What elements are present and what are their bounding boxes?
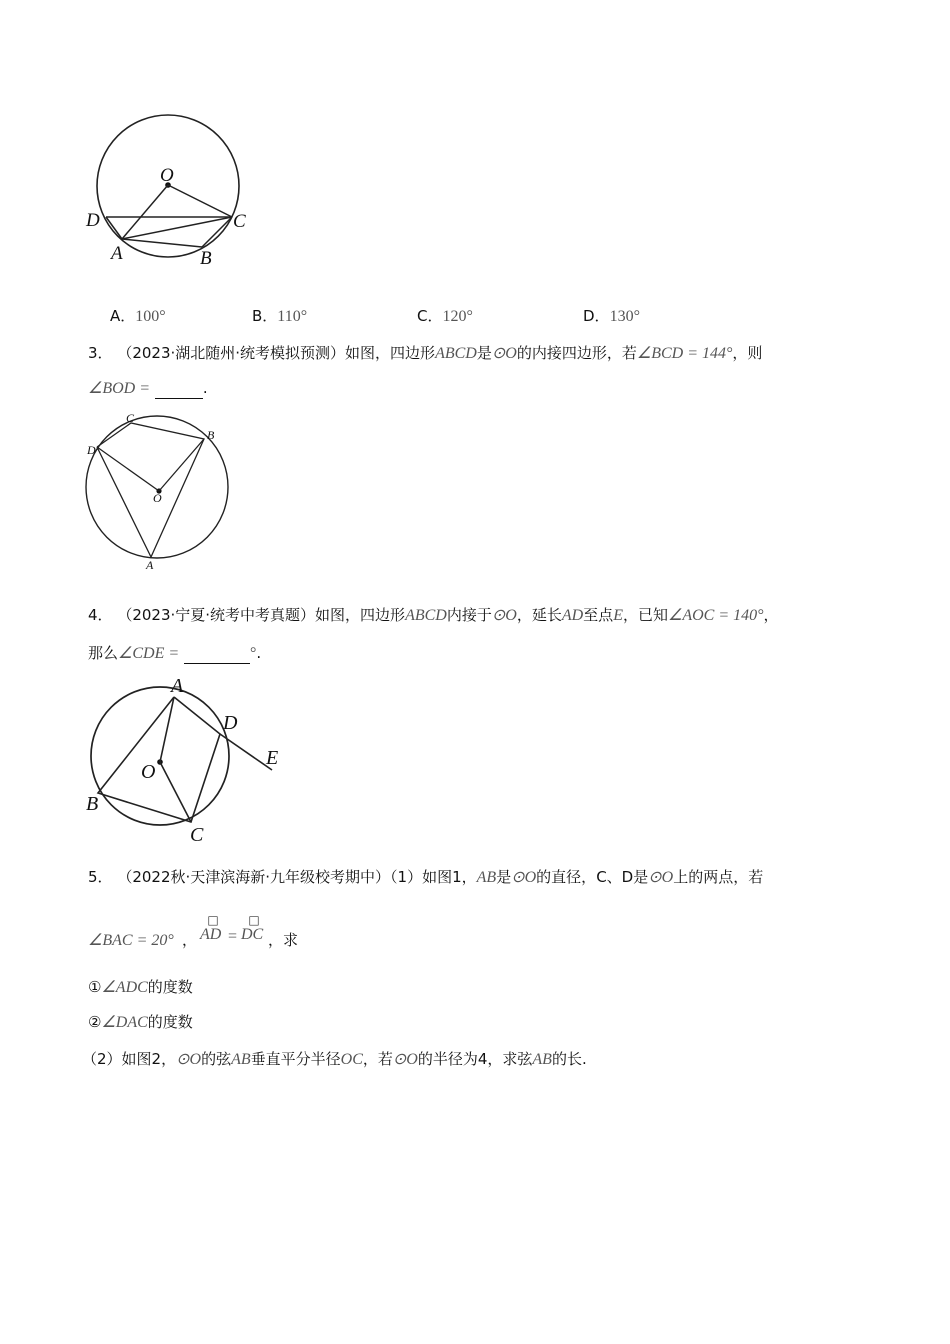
question-text: 如图，四边形 xyxy=(315,606,406,624)
math-angle: ∠BCD = 144° xyxy=(636,345,733,362)
question-text: C、D xyxy=(596,868,634,886)
question-source: （2023·湖北随州·统考模拟预测） xyxy=(117,344,346,362)
q5-subquestion-1 xyxy=(88,977,193,998)
quadrilateral-ABCD xyxy=(97,423,204,557)
math-segment: AB xyxy=(231,1051,251,1068)
question-text: 的半径为4，求弦 xyxy=(417,1050,533,1068)
question-text: 的度数 xyxy=(147,1013,193,1031)
math-equals: = xyxy=(228,928,238,945)
q2-option-b xyxy=(252,306,307,327)
arc-AD xyxy=(200,914,226,944)
math-circle: ⊙O xyxy=(648,869,674,886)
figure-q2-circle xyxy=(80,108,260,278)
math-arc: AD xyxy=(200,926,222,943)
math-circle: ⊙O xyxy=(491,607,517,624)
math-angle: ∠AOC = 140° xyxy=(667,607,764,624)
question-text: ，延长 xyxy=(516,606,562,624)
math-degree: ° xyxy=(249,645,257,662)
subquestion-number: ② xyxy=(88,1013,102,1031)
question-text: 至点 xyxy=(583,606,614,624)
q2-option-d xyxy=(583,306,640,327)
math-segment: OC xyxy=(340,1051,363,1068)
q4-line-1 xyxy=(88,605,779,626)
label-B: B xyxy=(200,248,212,269)
math-segment: AD xyxy=(561,607,584,624)
math-angle: ∠BOD = xyxy=(88,380,151,397)
math-circle: ⊙O xyxy=(491,345,517,362)
label-E: E xyxy=(266,747,279,769)
q2-option-c xyxy=(417,306,473,327)
math-segment: AB xyxy=(532,1051,552,1068)
question-source: （2023·宁夏·统考中考真题） xyxy=(117,606,316,624)
label-A: A xyxy=(111,243,123,264)
label-O: O xyxy=(160,165,174,186)
answer-blank[interactable] xyxy=(184,647,250,664)
q3-line-2 xyxy=(88,378,208,399)
question-number: 3． xyxy=(88,344,113,362)
label-D: D xyxy=(86,210,100,231)
question-text: 的长. xyxy=(551,1050,587,1068)
label-O: O xyxy=(153,491,162,505)
label-A: A xyxy=(171,675,184,697)
question-number: 5． xyxy=(88,868,113,886)
segment-DA xyxy=(106,217,122,239)
question-text: 如图，四边形 xyxy=(345,344,436,362)
question-text: 垂直平分半径 xyxy=(250,1050,341,1068)
option-value: 120° xyxy=(442,308,473,325)
math-arc: DC xyxy=(241,926,264,943)
label-D: D xyxy=(223,712,238,734)
q5-line-1 xyxy=(88,867,763,888)
math-segment: AB xyxy=(476,869,497,886)
math-circle: ⊙O xyxy=(176,1051,202,1068)
q5-part-2 xyxy=(82,1049,587,1070)
question-text: 是 xyxy=(476,344,492,362)
option-label: D． xyxy=(583,307,610,325)
math-circle: ⊙O xyxy=(511,869,537,886)
question-text: 是 xyxy=(496,868,512,886)
arc-mark: □ xyxy=(207,913,219,927)
question-source: （2022秋·天津滨海新·九年级校考期中） xyxy=(117,868,391,886)
q4-line-2 xyxy=(88,643,261,664)
math-quad: ABCD xyxy=(405,607,447,624)
question-text: 内接于 xyxy=(446,606,492,624)
label-A: A xyxy=(146,558,154,572)
segment-OB xyxy=(159,439,204,491)
question-text: . xyxy=(202,379,208,397)
question-text: . xyxy=(256,644,262,662)
segment-OC xyxy=(168,185,232,217)
part-label: （1）如图1， xyxy=(390,868,477,886)
segment-AB xyxy=(122,239,202,247)
figure-q4-circle xyxy=(80,672,290,850)
label-O: O xyxy=(141,761,156,783)
part-label: （2）如图2， xyxy=(82,1050,177,1068)
q2-option-a xyxy=(110,306,166,327)
question-text: 的弦 xyxy=(201,1050,232,1068)
math-angle: ∠ADC xyxy=(101,979,148,996)
option-value: 110° xyxy=(277,308,308,325)
arc-mark: □ xyxy=(248,913,260,927)
question-text: ， xyxy=(182,931,198,949)
math-point: E xyxy=(613,607,623,624)
circle-q4 xyxy=(91,687,229,825)
question-number: 4． xyxy=(88,606,113,624)
label-B: B xyxy=(86,793,99,815)
math-quad: ABCD xyxy=(435,345,477,362)
question-text: 上的两点，若 xyxy=(673,868,764,886)
label-B: B xyxy=(207,428,215,442)
question-text: 的直径， xyxy=(536,868,597,886)
question-text: ，已知 xyxy=(622,606,668,624)
label-C: C xyxy=(233,211,246,232)
label-C: C xyxy=(126,411,135,425)
q5-subquestion-2 xyxy=(88,1012,193,1033)
question-text: ， xyxy=(763,606,779,624)
question-text: ，求 xyxy=(268,931,299,949)
figure-q3-circle xyxy=(80,408,240,578)
question-text: ，若 xyxy=(362,1050,393,1068)
math-circle: ⊙O xyxy=(392,1051,418,1068)
subquestion-number: ① xyxy=(88,978,102,996)
label-C: C xyxy=(190,824,204,846)
q3-line-1 xyxy=(88,343,762,364)
arc-DC xyxy=(241,914,267,944)
math-angle: ∠BAC = 20° xyxy=(88,932,174,949)
question-text: 的度数 xyxy=(147,978,193,996)
segment-DO xyxy=(97,447,159,491)
option-label: B． xyxy=(252,307,278,325)
math-angle: ∠CDE = xyxy=(118,645,180,662)
answer-blank[interactable] xyxy=(155,382,203,399)
option-value: 100° xyxy=(135,308,166,325)
option-value: 130° xyxy=(609,308,640,325)
label-D: D xyxy=(87,443,96,457)
question-text: 那么 xyxy=(88,644,119,662)
option-label: A． xyxy=(110,307,136,325)
option-label: C． xyxy=(417,307,443,325)
question-text: ，则 xyxy=(732,344,763,362)
question-text: 的内接四边形，若 xyxy=(516,344,637,362)
question-text: 是 xyxy=(633,868,649,886)
math-angle: ∠DAC xyxy=(101,1014,148,1031)
